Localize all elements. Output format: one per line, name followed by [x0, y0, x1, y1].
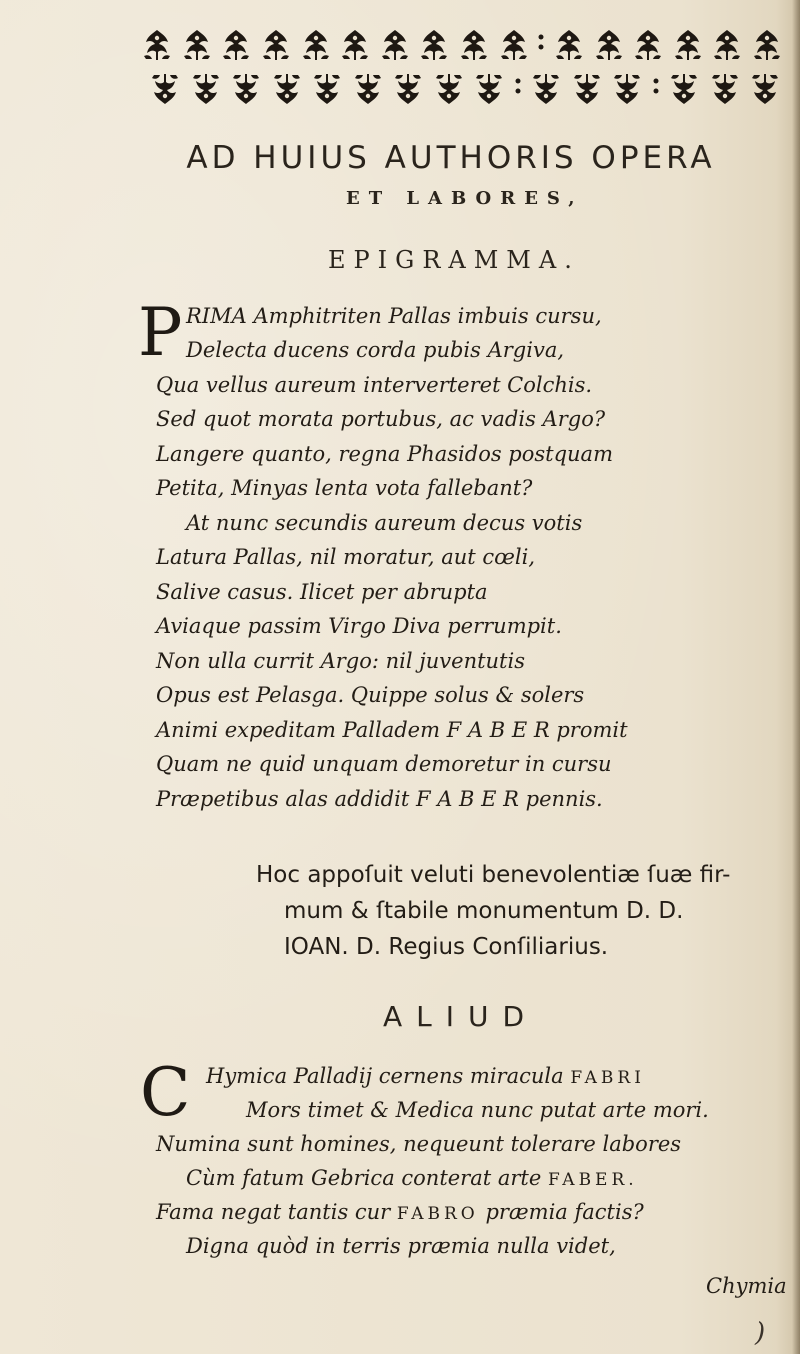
aliud-line-5-text-a: Fama negat tantis cur — [156, 1200, 391, 1224]
fleuron-icon — [750, 72, 780, 106]
fleuron-icon — [142, 28, 172, 62]
catchword: Chymia — [706, 1274, 787, 1298]
ornament-separator-icon — [515, 76, 521, 102]
page-title: AD HUIUS AUTHORIS OPERA — [186, 140, 716, 176]
aliud-line-1-text: Hymica Palladij cernens miracula — [206, 1064, 564, 1088]
verse-line-15: Præpetibus alas addidit F A B E R pennis. — [156, 786, 603, 811]
fleuron-border-top-row — [142, 28, 782, 62]
fleuron-icon — [419, 28, 449, 62]
verse-line-13: Animi expeditam Palladem F A B E R promit — [156, 717, 628, 742]
dedication-line-1: Hoc appoſuit veluti benevolentiæ ſuæ fir- — [256, 862, 731, 888]
fleuron-icon — [572, 72, 602, 106]
fleuron-icon — [499, 28, 529, 62]
fleuron-icon — [182, 28, 212, 62]
fleuron-icon — [712, 28, 742, 62]
fleuron-icon — [380, 28, 410, 62]
ornament-separator-icon — [653, 76, 659, 102]
fleuron-icon — [393, 72, 423, 106]
dropcap-letter-p: P — [138, 294, 183, 371]
fleuron-icon — [191, 72, 221, 106]
fleuron-icon — [752, 28, 782, 62]
aliud-heading: ALIUD — [383, 1000, 539, 1033]
fleuron-icon — [353, 72, 383, 106]
fleuron-icon — [231, 72, 261, 106]
aliud-line-1 — [206, 1064, 645, 1088]
verse-line-14: Quam ne quid unquam demoretur in cursu — [156, 752, 612, 776]
fleuron-icon — [272, 72, 302, 106]
fleuron-icon — [531, 72, 561, 106]
aliud-line-4 — [186, 1166, 638, 1190]
fleuron-icon — [474, 72, 504, 106]
dedication-line-2: mum & ſtabile monumentum D. D. — [284, 898, 684, 924]
fleuron-icon — [459, 28, 489, 62]
fleuron-icon — [710, 72, 740, 106]
aliud-line-5-text-b: præmia factis? — [485, 1200, 644, 1224]
verse-line-3: Qua vellus aureum interverteret Colchis. — [156, 372, 593, 397]
verse-line-4: Sed quot morata portubus, ac vadis Argo? — [156, 407, 606, 431]
fleuron-icon — [594, 28, 624, 62]
fleuron-icon — [554, 28, 584, 62]
fleuron-icon — [612, 72, 642, 106]
ornament-separator-icon — [538, 32, 544, 58]
aliud-line-1-smallcaps: FABRI — [570, 1068, 645, 1088]
signature-mark: ) — [755, 1318, 766, 1348]
verse-line-11: Non ulla currit Argo: nil juventutis — [156, 648, 525, 673]
aliud-line-5 — [156, 1200, 644, 1224]
dropcap-letter-c: C — [140, 1054, 191, 1131]
fleuron-border-bottom-row — [150, 72, 780, 106]
verse-line-7: At nunc secundis aureum decus votis — [186, 510, 583, 535]
verse-line-8: Latura Pallas, nil moratur, aut cœli, — [156, 545, 536, 569]
aliud-line-4-text: Cùm fatum Gebrica conterat arte — [186, 1166, 542, 1190]
fleuron-icon — [221, 28, 251, 62]
aliud-line-4-smallcaps: FABER. — [547, 1170, 638, 1190]
fleuron-icon — [673, 28, 703, 62]
verse-line-5: Langere quanto, regna Phasidos postquam — [156, 441, 613, 466]
fleuron-icon — [150, 72, 180, 106]
aliud-line-3: Numina sunt homines, nequeunt tolerare labores — [156, 1132, 682, 1156]
aliud-line-6: Digna quòd in terris præmia nulla videt, — [186, 1234, 616, 1258]
aliud-line-2: Mors timet & Medica nunc putat arte mori. — [246, 1098, 709, 1122]
dedication-line-3: IOAN. D. Regius Conſiliarius. — [284, 934, 609, 960]
epigram-heading: EPIGRAMMA. — [328, 246, 580, 274]
verse-line-6: Petita, Minyas lenta vota fallebant? — [156, 476, 533, 500]
fleuron-icon — [312, 72, 342, 106]
page-edge-shadow — [792, 0, 800, 1354]
verse-line-10: Aviaque passim Virgo Diva perrumpit. — [156, 614, 562, 638]
verse-line-12: Opus est Pelasga. Quippe solus & solers — [156, 683, 585, 707]
fleuron-icon — [434, 72, 464, 106]
fleuron-icon — [301, 28, 331, 62]
verse-line-9: Salive casus. Ilicet per abrupta — [156, 579, 488, 604]
page-subtitle: ET LABORES, — [346, 188, 584, 209]
fleuron-icon — [340, 28, 370, 62]
fleuron-icon — [669, 72, 699, 106]
fleuron-icon — [261, 28, 291, 62]
verse-line-1: RIMA Amphitriten Pallas imbuis cursu, — [186, 304, 602, 328]
aliud-line-5-smallcaps: FABRO — [396, 1204, 479, 1224]
fleuron-icon — [633, 28, 663, 62]
verse-line-2: Delecta ducens corda pubis Argiva, — [186, 338, 565, 362]
